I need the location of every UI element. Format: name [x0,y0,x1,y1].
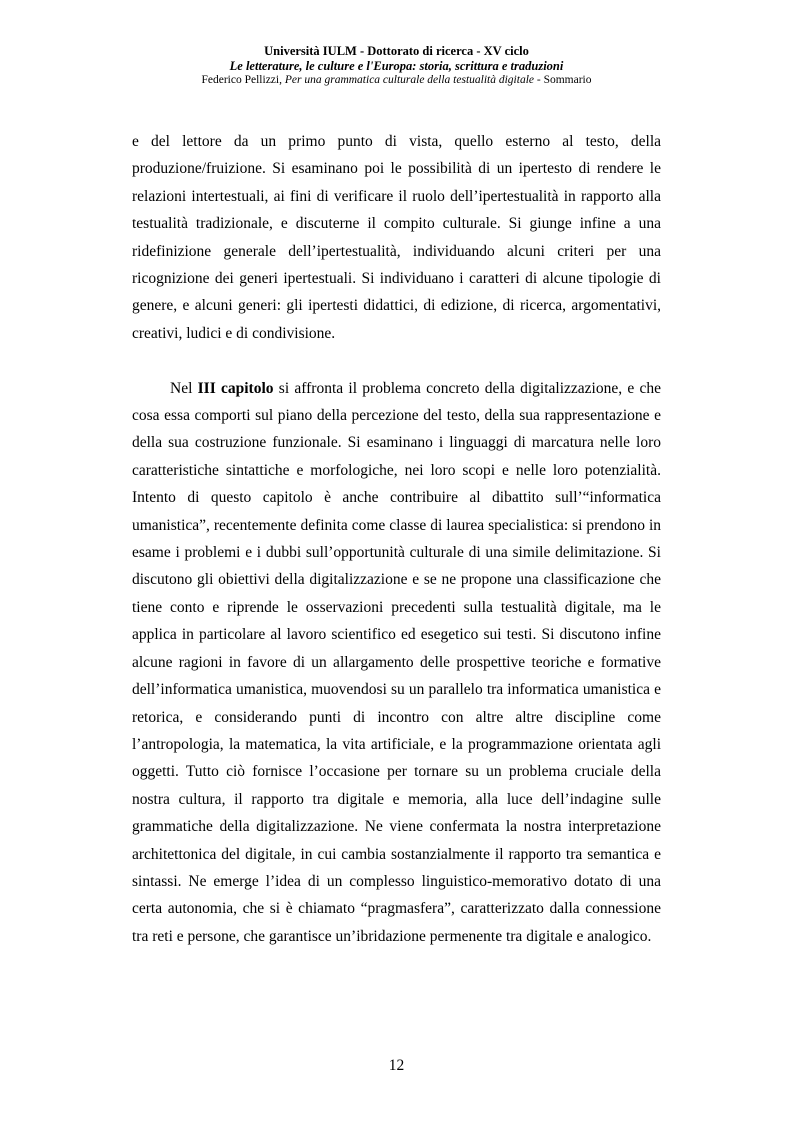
paragraph-2-text: si affronta il problema concreto della digitalizzazione, e che cosa essa comporti sul piano della percezione del testo, della sua rappresentazione e della sua costruzione funzionale. Si esaminano i linguaggi di marcatura nelle loro caratteristiche sintattiche e morfologiche, nei loro scopi e nelle loro potenzialità. Intento di questo capitolo è anche contribuire al dibattito sull’“informatica umanistica”, recentemente definita come classe di laurea specialistica: si prendono in esame i problemi e i dubbi sull’opportunità culturale di una simile delimitazione. Si discutono gli obiettivi della digitalizzazione e se ne propone una classificazione che tiene conto e riprende le osservazioni precedenti sulla testualità digitale, ma le applica in particolare al lavoro scientifico ed esegetico sui testi. Si discutono infine alcune ragioni in favore di un allargamento delle prospettive teoriche e formative dell’informatica umanistica, muovendosi su un parallelo tra informatica umanistica e retorica, e considerando punti di incontro con altre altre discipline come l’antropologia, la matematica, la vita artificiale, e la programmazione orientata agli oggetti. Tutto ciò fornisce l’occasione per tornare su un problema cruciale della nostra cultura, il rapporto tra digitale e memoria, alla luce dell’indagine sulle grammatiche della digitalizzazione. Ne viene confermata la nostra interpretazione architettonica del digitale, in cui cambia sostanzialmente il rapporto tra semantica e sintassi. Ne emerge l’idea di un complesso linguistico-memorativo dotato di una certa autonomia, che si è chiamato “pragmasfera”, caratterizzato dalla connessione tra reti e persone, che garantisce un’ibridazione permenente tra digitale e analogico. [132,379,661,945]
paragraph-2-lead: Nel [170,379,198,397]
running-header [0,44,793,88]
header-institution: Università IULM - Dottorato di ricerca - XV ciclo [264,44,529,58]
header-section: - Sommario [534,74,592,86]
body-text [132,128,661,950]
header-author-title [0,73,793,88]
header-author: Federico Pellizzi, [201,74,285,86]
header-work-title: Per una grammatica culturale della testualità digitale [284,74,534,86]
paragraph-1: e del lettore da un primo punto di vista, quello esterno al testo, della produzione/fruizione. Si esaminano poi le possibilità di un ipertesto di rendere le relazioni intertestuali, ai fini di verificare il ruolo dell’ipertestualità in rapporto alla testualità tradizionale, e discuterne il compito culturale. Si giunge infine a una ridefinizione generale dell’ipertestualità, individuando alcuni criteri per una ricognizione dei generi ipertestuali. Si individuano i caratteri di alcune tipologie di genere, e alcuni generi: gli ipertesti didattici, di edizione, di ricerca, argomentativi, creativi, ludici e di condivisione. [132,133,661,342]
header-program: Le letterature, le culture e l'Europa: storia, scrittura e traduzioni [229,58,564,73]
paragraph-gap [132,347,661,374]
chapter-reference: III capitolo [197,379,274,397]
paragraph-2 [132,375,661,951]
page-number: 12 [388,1057,405,1074]
